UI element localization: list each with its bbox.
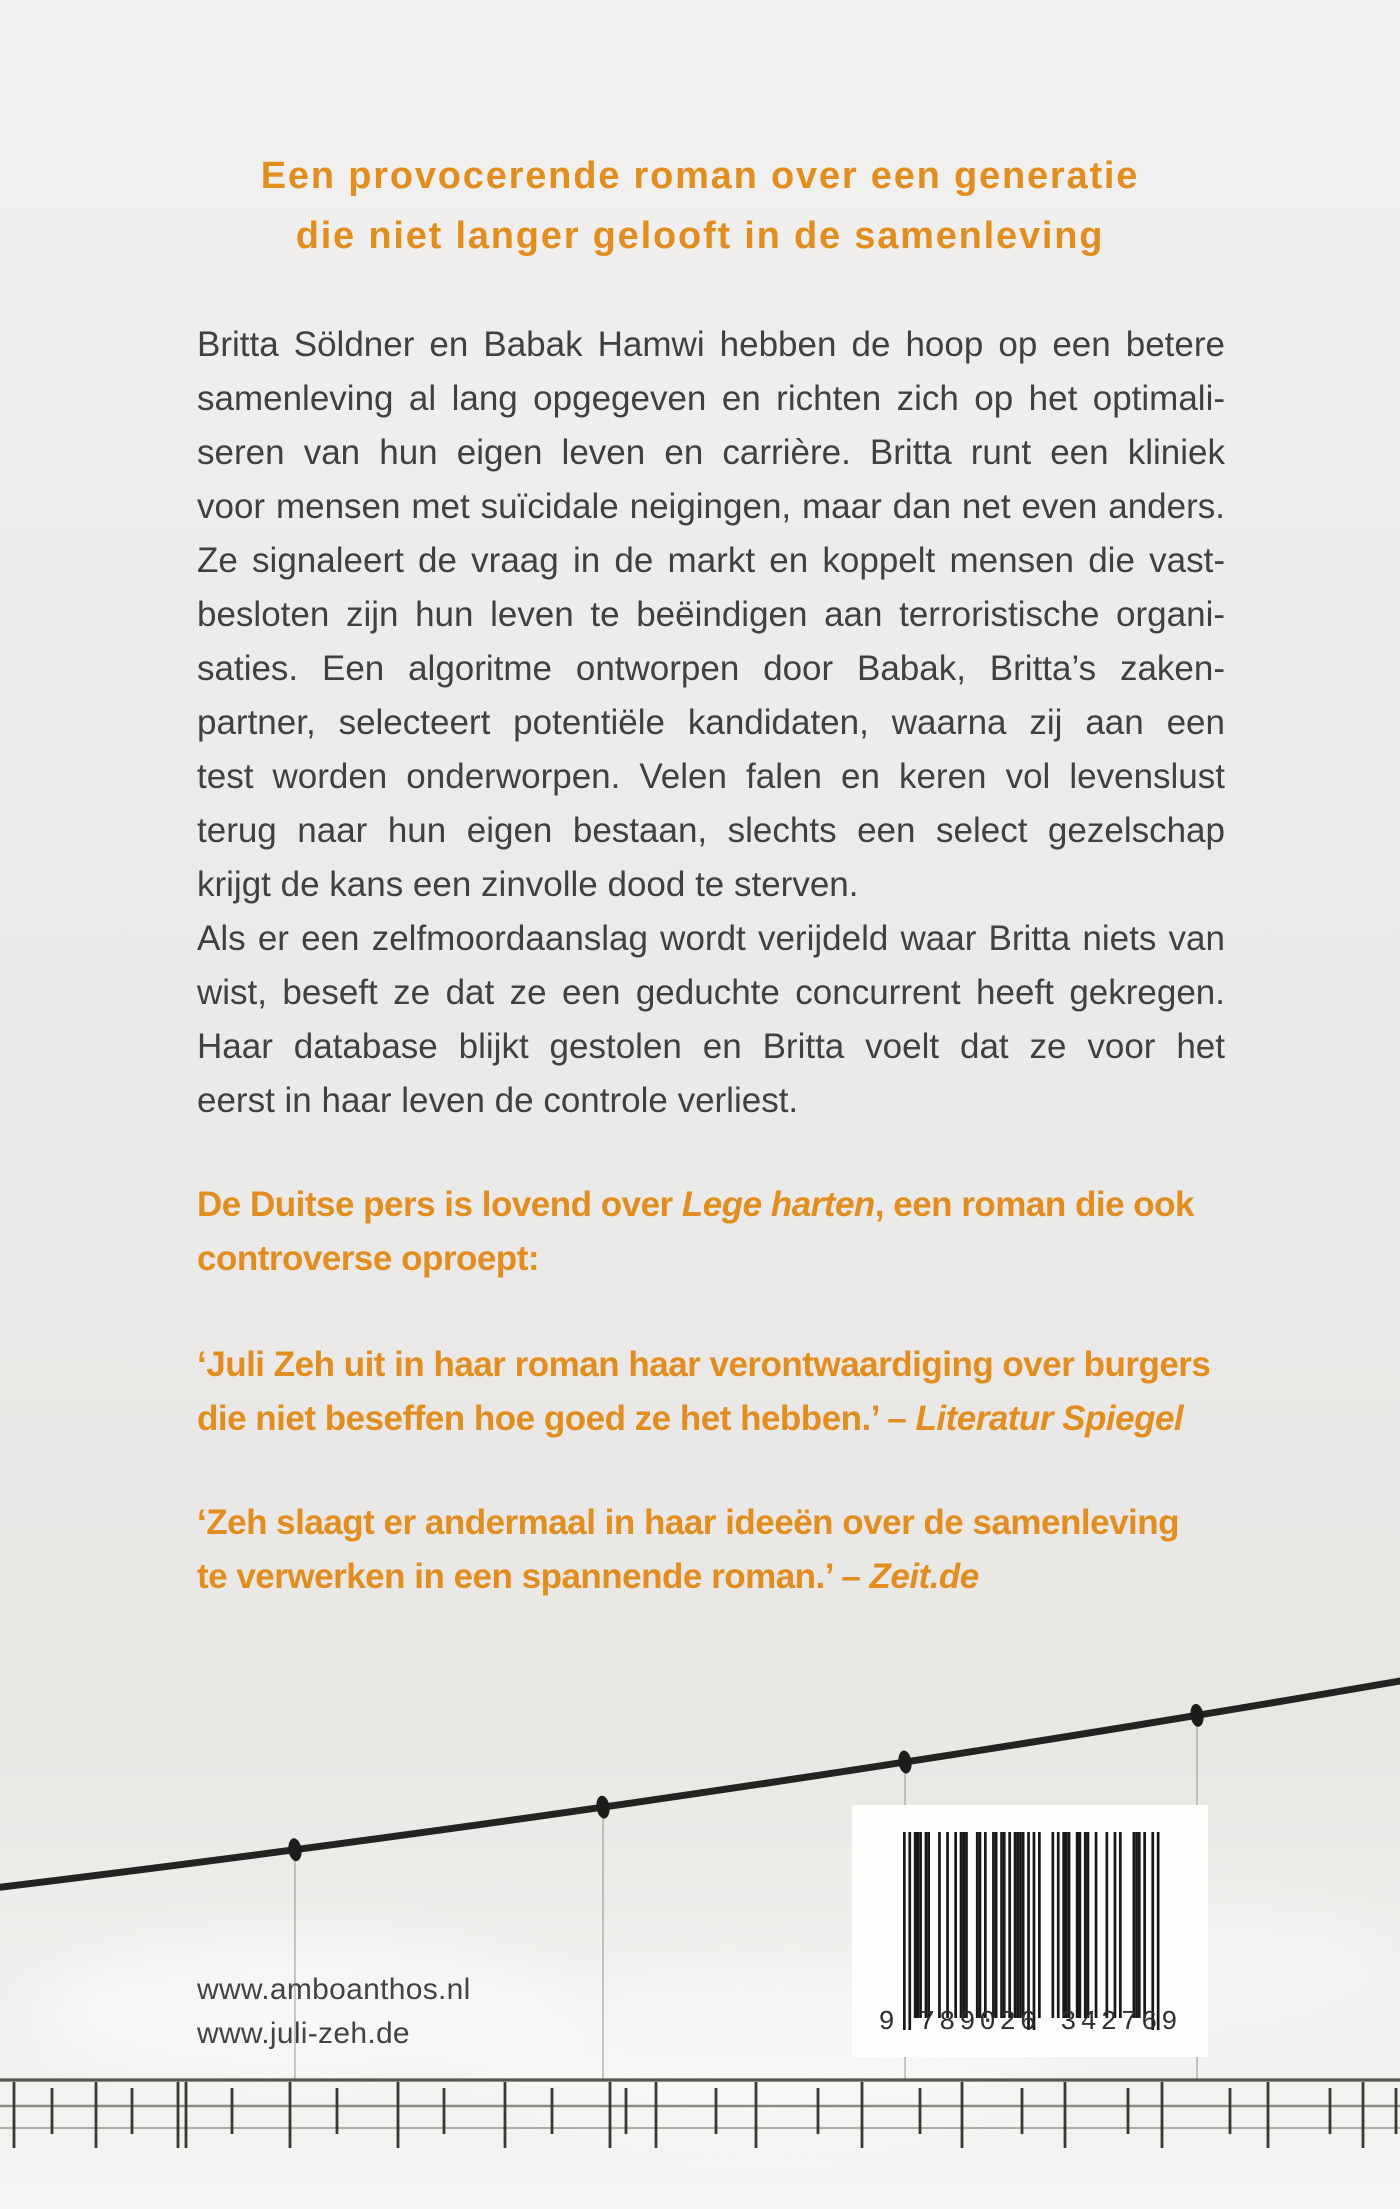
synopsis-line: partner, selecteert potentiële kandidaten, waarna zij aan een xyxy=(197,703,1225,742)
tagline xyxy=(0,146,1400,266)
tagline-line: die niet langer gelooft in de samenleving xyxy=(295,215,1105,257)
synopsis-line: terug naar hun eigen bestaan, slechts een select gezelschap xyxy=(197,811,1225,850)
synopsis-line: krijgt de kans een zinvolle dood te sterven. xyxy=(197,865,859,904)
synopsis-line: saties. Een algoritme ontworpen door Babak, Britta’s zaken- xyxy=(197,649,1225,688)
synopsis-text xyxy=(197,318,1225,1128)
text-segment: die niet beseffen hoe goed ze het hebben.’ – xyxy=(197,1399,916,1438)
text-segment: controverse oproept: xyxy=(197,1239,539,1278)
press-quote xyxy=(197,1496,1257,1604)
isbn-number: 9 789026 342769 xyxy=(878,2008,1182,2038)
synopsis-line: wist, beseft ze dat ze een geduchte concurrent heeft gekregen. xyxy=(197,973,1225,1012)
source-title: Lege harten xyxy=(681,1185,875,1224)
barcode-bars xyxy=(903,1832,1160,2032)
text-line xyxy=(197,1178,1257,1232)
synopsis-line: samenleving al lang opgegeven en richten zich op het optimali- xyxy=(197,379,1225,418)
website-url: www.juli-zeh.de xyxy=(197,2017,410,2050)
text-line xyxy=(197,1550,1257,1604)
source-title: Literatur Spiegel xyxy=(915,1399,1184,1438)
synopsis-line: test worden onderworpen. Velen falen en keren vol levenslust xyxy=(197,757,1225,796)
synopsis-line: Als er een zelfmoordaanslag wordt verijdeld waar Britta niets van xyxy=(197,919,1225,958)
synopsis-line: seren van hun eigen leven en carrière. Britta runt een kliniek xyxy=(197,433,1225,472)
text-segment: ‘Juli Zeh uit in haar roman haar verontwaardiging over burgers xyxy=(197,1345,1211,1384)
text-line xyxy=(197,1338,1257,1392)
synopsis-line: Haar database blijkt gestolen en Britta voelt dat ze voor het xyxy=(197,1027,1225,1066)
text-line xyxy=(197,1392,1257,1446)
synopsis-line: Britta Söldner en Babak Hamwi hebben de hoop op een betere xyxy=(197,325,1225,364)
text-segment: De Duitse pers is lovend over xyxy=(197,1185,682,1224)
synopsis-line: Ze signaleert de vraag in de markt en koppelt mensen die vast- xyxy=(197,541,1225,580)
text-line xyxy=(197,1232,1257,1286)
tagline-line: Een provocerende roman over een generatie xyxy=(260,155,1140,197)
synopsis-line: voor mensen met suïcidale neigingen, maar dan net even anders. xyxy=(197,487,1225,526)
text-segment: , een roman die ook xyxy=(874,1185,1194,1224)
text-segment: ‘Zeh slaagt er andermaal in haar ideeën over de samenleving xyxy=(197,1503,1180,1542)
website-url: www.amboanthos.nl xyxy=(197,1973,471,2006)
press-intro xyxy=(197,1178,1257,1286)
text-line xyxy=(197,1496,1257,1550)
text-segment: te verwerken in een spannende roman.’ – xyxy=(197,1557,870,1596)
synopsis-line: eerst in haar leven de controle verliest. xyxy=(197,1081,799,1120)
barcode-box xyxy=(852,1805,1208,2057)
press-quote xyxy=(197,1338,1257,1446)
source-title: Zeit.de xyxy=(869,1557,979,1596)
synopsis-line: besloten zijn hun leven te beëindigen aan terroristische organi- xyxy=(197,595,1225,634)
publisher-websites xyxy=(197,1968,471,2056)
